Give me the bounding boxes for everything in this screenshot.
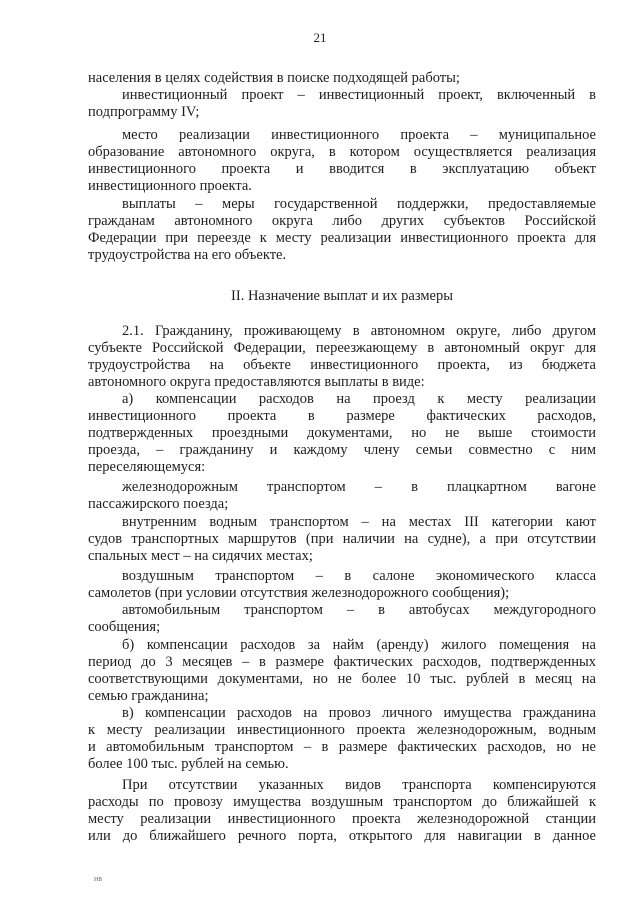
text-line: Федерации при переезде к месту реализации инвестиционного проекта для (88, 230, 596, 246)
text-line: к месту реализации инвестиционного проекта железнодорожным, водным (88, 722, 596, 738)
page-number: 21 (313, 30, 327, 45)
text-line: семью гражданина; (88, 688, 209, 704)
text-line: место реализации инвестиционного проекта – муниципальное (122, 127, 596, 143)
section-heading: II. Назначение выплат и их размеры (231, 288, 453, 304)
text-line: подпрограмму IV; (88, 104, 200, 120)
text-line: гражданам автономного округа либо других субъектов Российской (88, 213, 596, 229)
text-line: воздушным транспортом – в салоне экономического класса (122, 568, 596, 584)
text-line: трудоустройства на объекте инвестиционного проекта, из бюджета (88, 357, 596, 373)
text-line: внутренним водным транспортом – на местах III категории кают (122, 514, 596, 530)
text-line: инвестиционного проекта и вводится в эксплуатацию объект (88, 161, 596, 177)
text-line: 2.1. Гражданину, проживающему в автономном округе, либо другом (122, 323, 596, 339)
text-line: или до ближайшего речного порта, открытого для навигации в данное (88, 828, 596, 844)
text-line: При отсутствии указанных видов транспорта компенсируются (122, 777, 596, 793)
text-line: инвестиционного проекта в размере фактических расходов, (88, 408, 596, 424)
text-line: проезда, – гражданину и каждому члену семьи совместно с ним (88, 442, 596, 458)
text-line: расходы по провозу имущества воздушным транспортом до ближайшей к (88, 794, 596, 810)
text-line: самолетов (при условии отсутствия железнодорожного сообщения); (88, 585, 510, 601)
text-line: сообщения; (88, 619, 161, 635)
text-line: инвестиционный проект – инвестиционный проект, включенный в (122, 87, 596, 103)
text-line: автономного округа предоставляются выплаты в виде: (88, 374, 425, 390)
text-line: выплаты – меры государственной поддержки, предоставляемые (122, 196, 596, 212)
text-line: образование автономного округа, в котором осуществляется реализация (88, 144, 596, 160)
text-line: переселяющемуся: (88, 459, 206, 475)
text-line: пассажирского поезда; (88, 496, 229, 512)
text-line: а) компенсации расходов на проезд к месту реализации (122, 391, 596, 407)
text-line: период до 3 месяцев – в размере фактических расходов, подтвержденных (88, 654, 596, 670)
text-line: месту реализации инвестиционного проекта железнодорожной станции (88, 811, 596, 827)
text-line: судов транспортных маршрутов (при наличии на судне), а при отсутствии (88, 531, 596, 547)
text-line: железнодорожным транспортом – в плацкартном вагоне (122, 479, 596, 495)
text-line: автомобильным транспортом – в автобусах междугородного (122, 602, 596, 618)
text-line: спальных мест – на сидячих местах; (88, 548, 313, 564)
text-line: б) компенсации расходов за найм (аренду) жилого помещения на (122, 637, 596, 653)
footer-mark: ив (94, 874, 103, 883)
text-line: населения в целях содействия в поиске подходящей работы; (88, 70, 460, 86)
text-line: подтвержденных проездными документами, но не выше стоимости (88, 425, 596, 441)
text-line: соответствующими документами, но не более 10 тыс. рублей в месяц на (88, 671, 596, 687)
text-line: трудоустройства на его объекте. (88, 247, 287, 263)
text-line: инвестиционного проекта. (88, 178, 252, 194)
text-line: более 100 тыс. рублей на семью. (88, 756, 289, 772)
text-line: субъекте Российской Федерации, переезжающему в автономный округ для (88, 340, 596, 356)
text-line: и автомобильным транспортом – в размере фактических расходов, но не (88, 739, 596, 755)
text-line: в) компенсации расходов на провоз личного имущества гражданина (122, 705, 596, 721)
